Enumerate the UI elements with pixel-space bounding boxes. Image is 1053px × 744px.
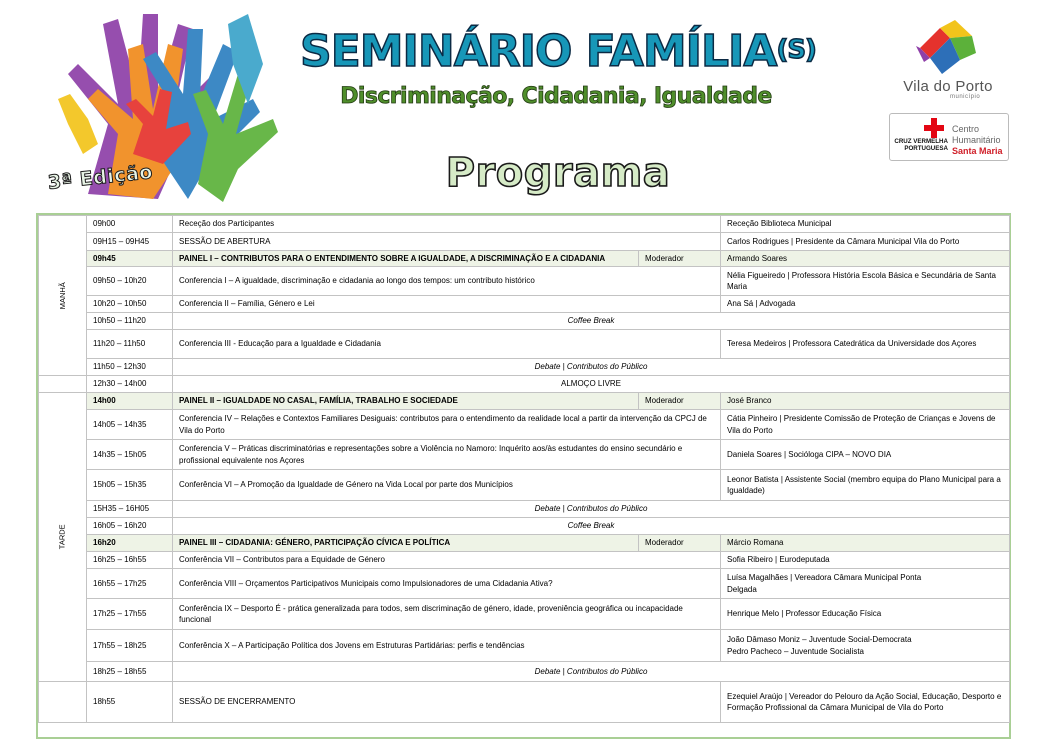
page-title [300, 26, 816, 77]
moderator-name: Armando Soares [721, 251, 1010, 267]
time-cell: 11h20 – 11h50 [87, 330, 173, 359]
person-cell [721, 569, 1010, 599]
cv-line1: Centro [952, 124, 980, 134]
person-cell: Daniela Soares | Socióloga CIPA – NOVO DIA [721, 440, 1010, 470]
programa-heading: Programa [445, 150, 671, 196]
time-cell: 09H15 – 09H45 [87, 233, 173, 251]
table-row [39, 313, 1010, 330]
table-row [39, 216, 1010, 233]
table-row [39, 599, 1010, 630]
table-row [39, 662, 1010, 682]
time-cell: 18h25 – 18h55 [87, 662, 173, 682]
period-empty [39, 376, 87, 393]
table-row [39, 296, 1010, 313]
time-cell: 12h30 – 14h00 [87, 376, 173, 393]
person-cell: Sofia Ribeiro | Eurodeputada [721, 552, 1010, 569]
panel-row [39, 535, 1010, 552]
table-row [39, 376, 1010, 393]
panel-row [39, 393, 1010, 410]
moderator-label: Moderador [639, 535, 721, 552]
panel-row [39, 251, 1010, 267]
activity-cell: Conferencia IV – Relações e Contextos Familiares Desiguais: contributos para o entendimento da realidade local a partir da intervenção da CPCJ de Vila do Porto [173, 410, 721, 440]
cv-line3: Santa Maria [952, 146, 1003, 156]
time-cell: 14h05 – 14h35 [87, 410, 173, 440]
person-line: Luísa Magalhães | Vereadora Câmara Municipal Ponta [727, 573, 922, 582]
moderator-label: Moderador [639, 393, 721, 410]
table-row [39, 410, 1010, 440]
table-row [39, 233, 1010, 251]
page-subtitle: Discriminação, Cidadania, Igualdade [340, 84, 772, 109]
centro-humanitario-text [952, 124, 1003, 157]
cv-line2: Humanitário [952, 135, 1001, 145]
activity-cell: Conferência VI – A Promoção da Igualdade de Género na Vida Local por parte dos Municípios [173, 470, 721, 501]
time-cell: 09h00 [87, 216, 173, 233]
time-cell: 16h05 – 16h20 [87, 518, 173, 535]
activity-cell: Conferência VII – Contributos para a Equidade de Género [173, 552, 721, 569]
panel-title: PAINEL II – IGUALDADE NO CASAL, FAMÍLIA, TRABALHO E SOCIEDADE [173, 393, 639, 410]
table-row [39, 501, 1010, 518]
table-row [39, 267, 1010, 296]
time-cell: 11h50 – 12h30 [87, 359, 173, 376]
person-cell: Henrique Melo | Professor Educação Física [721, 599, 1010, 630]
debate-cell: Debate | Contributos do Público [173, 359, 1010, 376]
person-cell: Teresa Medeiros | Professora Catedrática da Universidade dos Açores [721, 330, 1010, 359]
time-cell: 18h55 [87, 682, 173, 723]
activity-cell: SESSÃO DE ENCERRAMENTO [173, 682, 721, 723]
activity-cell: SESSÃO DE ABERTURA [173, 233, 721, 251]
person-cell: Nélia Figueiredo | Professora História Escola Básica e Secundária de Santa Maria [721, 267, 1010, 296]
moderator-name: José Branco [721, 393, 1010, 410]
coffee-break-cell: Coffee Break [173, 518, 1010, 535]
period-empty [39, 682, 87, 723]
program-table-frame [36, 213, 1011, 739]
program-table [38, 215, 1010, 723]
person-cell: Cátia Pinheiro | Presidente Comissão de Proteção de Crianças e Jovens de Vila do Porto [721, 410, 1010, 440]
table-row [39, 359, 1010, 376]
table-row [39, 552, 1010, 569]
cruz-vermelha-logo [889, 113, 1009, 161]
period-tarde: TARDE [39, 393, 87, 682]
panel-title: PAINEL III – CIDADANIA: GÉNERO, PARTICIPAÇÃO CÍVICA E POLÍTICA [173, 535, 639, 552]
table-row [39, 440, 1010, 470]
table-row [39, 518, 1010, 535]
table-row [39, 330, 1010, 359]
person-cell: Carlos Rodrigues | Presidente da Câmara Municipal Vila do Porto [721, 233, 1010, 251]
time-cell: 15h05 – 15h35 [87, 470, 173, 501]
edition-label: 3ª Edição [46, 161, 154, 194]
person-cell: Ana Sá | Advogada [721, 296, 1010, 313]
period-manha: MANHÃ [39, 216, 87, 376]
person-cell [721, 630, 1010, 662]
moderator-label: Moderador [639, 251, 721, 267]
debate-cell: Debate | Contributos do Público [173, 662, 1010, 682]
activity-cell: Conferência IX – Desporto É - prática generalizada para todos, sem discriminação de género, idade, proveniência geográfica ou incapacidade funcional [173, 599, 721, 630]
person-line: Pedro Pacheco – Juventude Socialista [727, 646, 864, 656]
panel-title: PAINEL I – CONTRIBUTOS PARA O ENTENDIMENTO SOBRE A IGUALDADE, A DISCRIMINAÇÃO E A CIDADANIA [173, 251, 639, 267]
vila-do-porto-sub: município [950, 94, 981, 100]
activity-cell: Conferencia I – A igualdade, discriminação e cidadania ao longo dos tempos: um contributo histórico [173, 267, 721, 296]
activity-cell: Receção dos Participantes [173, 216, 721, 233]
time-cell: 17h25 – 17h55 [87, 599, 173, 630]
time-cell: 14h35 – 15h05 [87, 440, 173, 470]
person-line: João Dâmaso Moniz – Juventude Social-Democrata [727, 635, 912, 644]
time-cell: 09h50 – 10h20 [87, 267, 173, 296]
person-cell: Receção Biblioteca Municipal [721, 216, 1010, 233]
time-cell: 16h20 [87, 535, 173, 552]
activity-cell: Conferência X – A Participação Política dos Jovens em Estruturas Partidárias: perfis e tendências [173, 630, 721, 662]
activity-cell: Conferencia III - Educação para a Igualdade e Cidadania [173, 330, 721, 359]
time-cell: 16h25 – 16h55 [87, 552, 173, 569]
table-row [39, 630, 1010, 662]
time-cell: 16h55 – 17h25 [87, 569, 173, 599]
time-cell: 09h45 [87, 251, 173, 267]
lunch-cell: ALMOÇO LIVRE [173, 376, 1010, 393]
vila-do-porto-name: Vila do Porto [903, 78, 993, 95]
title-paren: (S) [776, 35, 816, 65]
person-cell: Ezequiel Araújo | Vereador do Pelouro da Ação Social, Educação, Desporto e Formação Profissional da Câmara Municipal de Vila do Porto [721, 682, 1010, 723]
vila-do-porto-logo-icon [910, 18, 980, 76]
activity-cell: Conferência VIII – Orçamentos Participativos Municipais como Impulsionadores de uma Cidadania Ativa? [173, 569, 721, 599]
table-row [39, 569, 1010, 599]
red-cross-icon [924, 118, 944, 138]
title-main: SEMINÁRIO FAMÍLIA [300, 26, 777, 77]
table-row [39, 470, 1010, 501]
time-cell: 10h50 – 11h20 [87, 313, 173, 330]
cruz-vermelha-text: CRUZ VERMELHA PORTUGUESA [894, 138, 948, 152]
coffee-break-cell: Coffee Break [173, 313, 1010, 330]
time-cell: 10h20 – 10h50 [87, 296, 173, 313]
time-cell: 17h55 – 18h25 [87, 630, 173, 662]
person-cell: Leonor Batista | Assistente Social (membro equipa do Plano Municipal para a Igualdade) [721, 470, 1010, 501]
time-cell: 15H35 – 16H05 [87, 501, 173, 518]
moderator-name: Márcio Romana [721, 535, 1010, 552]
activity-cell: Conferencia II – Família, Género e Lei [173, 296, 721, 313]
person-line: Delgada [727, 584, 757, 594]
debate-cell: Debate | Contributos do Público [173, 501, 1010, 518]
table-row [39, 682, 1010, 723]
time-cell: 14h00 [87, 393, 173, 410]
activity-cell: Conferencia V – Práticas discriminatórias e representações sobre a Violência no Namoro: Inquérito aos/às estudantes do ensino secundário e profissional equivalente nos Açores [173, 440, 721, 470]
